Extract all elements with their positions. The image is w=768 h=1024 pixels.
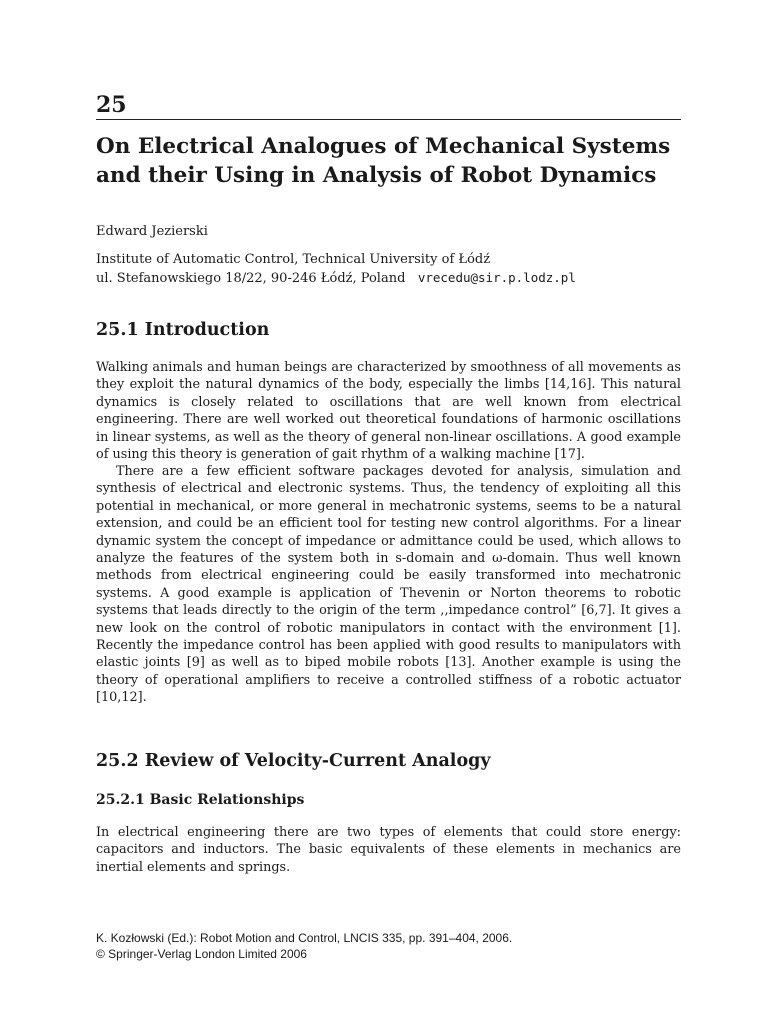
- affiliation-line-2: [96, 269, 576, 288]
- intro-paragraph-1: Walking animals and human beings are characterized by smoothness of all movements as they exploit the natural dynamics of the body, especially the limbs [14,16]. This natural dynamics is closely related to oscillations that are well known from electrical engineering. There are well worked out theoretical foundations of harmonic oscillations in linear systems, as well as the theory of general non-linear oscillations. A good example of using this theory is generation of gait rhythm of a walking machine [17].: [96, 360, 681, 463]
- subsection-heading-basic: 25.2.1 Basic Relationships: [96, 792, 305, 808]
- footer-citation: K. Kozłowski (Ed.): Robot Motion and Control, LNCIS 335, pp. 391–404, 2006.: [96, 931, 513, 945]
- review-paragraph-1: In electrical engineering there are two types of elements that could store energy: capacitors and inductors. The basic equivalents of these elements in mechanics are inertial elements and springs.: [96, 825, 681, 875]
- affiliation-address: ul. Stefanowskiego 18/22, 90-246 Łódź, Poland: [96, 271, 406, 286]
- chapter-rule: [96, 119, 681, 120]
- chapter-title: On Electrical Analogues of Mechanical Systems and their Using in Analysis of Robot Dynamics: [96, 134, 671, 188]
- author-name: Edward Jezierski: [96, 224, 208, 239]
- intro-paragraph-2: There are a few efficient software packages devoted for analysis, simulation and synthesis of electrical and electronic systems. Thus, the tendency of exploiting all this potential in mechanical, or more general in mechatronic systems, seems to be a natural extension, and could be an efficient tool for testing new control algorithms. For a linear dynamic system the concept of impedance or admittance could be used, which allows to analyze the features of the system both in s-domain and ω-domain. Thus well known methods from electrical engineering could be easily transformed into mechatronic systems. A good example is application of Thevenin or Norton theorems to robotic systems that leads directly to the origin of the term ,,impedance control” [6,7]. It gives a new look on the control of robotic manipulators in contact with the environment [1]. Recently the impedance control has been applied with good results to manipulators with elastic joints [9] as well as to biped mobile robots [13]. Another example is using the theory of operational amplifiers to receive a controlled stiffness of a robotic actuator [10,12].: [96, 464, 681, 706]
- chapter-number: 25: [96, 92, 127, 118]
- page-footer: [96, 930, 681, 962]
- author-affiliation: [96, 251, 576, 288]
- section-heading-review: 25.2 Review of Velocity-Current Analogy: [96, 751, 491, 771]
- affiliation-line-1: Institute of Automatic Control, Technical University of Łódź: [96, 252, 491, 267]
- footer-copyright: © Springer-Verlag London Limited 2006: [96, 947, 307, 961]
- author-email[interactable]: vrecedu@sir.p.lodz.pl: [417, 270, 576, 285]
- section-heading-intro: 25.1 Introduction: [96, 320, 270, 340]
